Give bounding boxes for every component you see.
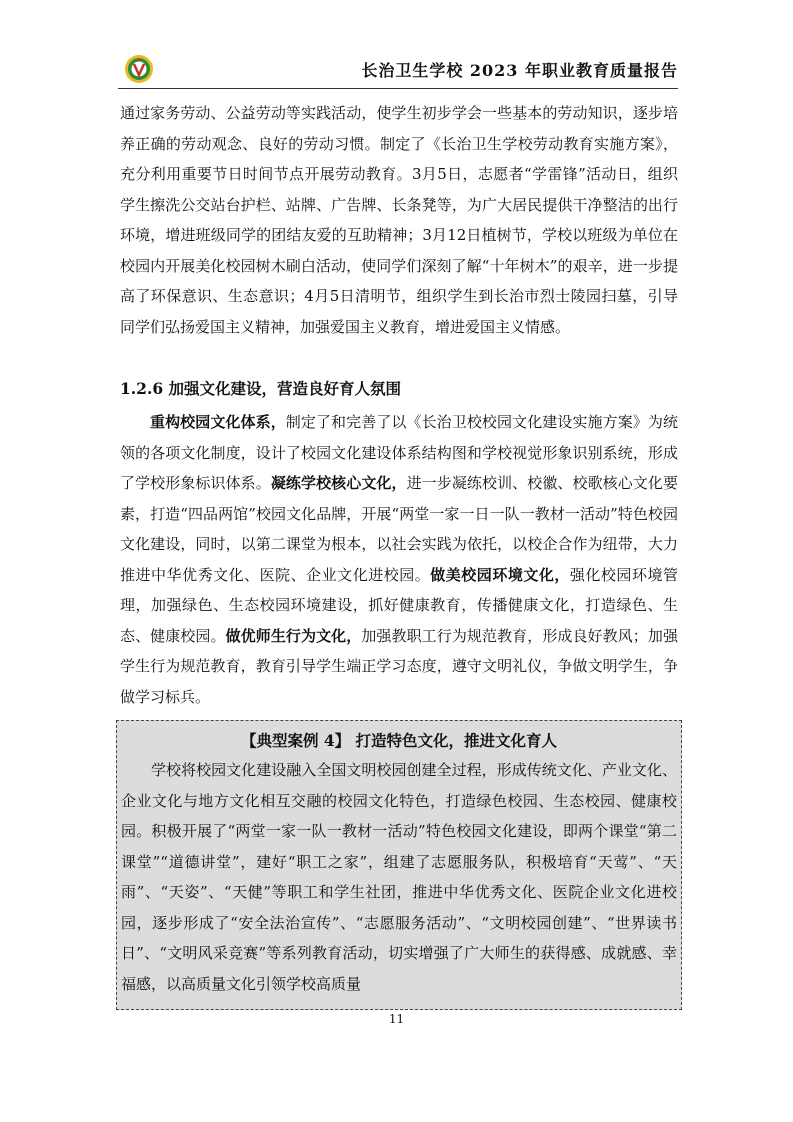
bold-phrase: 做美校园环境文化， <box>430 565 570 584</box>
body-paragraph-culture <box>120 407 678 712</box>
case-text: 学校将校园文化建设融入全国文明校园创建全过程，形成传统文化、产业文化、企业文化与地方文化相互交融的校园文化特色，打造绿色校园、生态校园、健康校园。积极开展了“两堂一家一队一教材一活动”特色校园文化建设，即两个课堂“第二课堂”“道德讲堂”，建好“职工之家”，组建了志愿服务队，积极培育“天莺”、“天雨”、“天姿”、“天健”等职工和学生社团，推进中华优秀文化、医院企业文化进校园，逐步形成了“安全法治宣传”、“志愿服务活动”、“文明校园创建”、“世界读书日”、“文明风采竞赛”等系列教育活动，切实增强了广大师生的获得感、成就感、幸福感，以高质量文化引领学校高质量 <box>121 761 677 993</box>
text-run: 加强教职工行为规范教育，形成良好教风；加强学生行为规范教育，教育引导学生端正学习态度，遵守文明礼仪，争做文明学生，争做学习标兵。 <box>120 626 678 706</box>
school-emblem-icon <box>124 54 154 84</box>
bold-phrase: 重构校园文化体系， <box>150 413 286 431</box>
case-title: 【典型案例 4】 打造特色文化，推进文化育人 <box>240 731 558 750</box>
report-title: 长治卫生学校 2023 年职业教育质量报告 <box>361 61 678 80</box>
text-run: 强化校园环境管理，加强绿色、生态校园环境建设，抓好健康教育，传播健康文化，打造绿色、生态、健康校园。 <box>120 565 678 645</box>
text-run: 进一步凝练校训、校徽、校歌核心文化要素，打造“四品两馆”校园文化品牌，开展“两堂一家一日一队一教材一活动”特色校园文化建设，同时，以第二课堂为根本，以社会实践为依托，以校企合作为纽带，大力推进中华优秀文化、医院、企业文化进校园。 <box>120 474 678 584</box>
section-heading: 1.2.6 加强文化建设，营造良好育人氛围 <box>120 379 402 398</box>
bold-phrase: 做优师生行为文化， <box>225 626 362 645</box>
text-run: 制定了和完善了以《长治卫校校园文化建设实施方案》为统领的各项文化制度，设计了校园文化建设体系结构图和学校视觉形象识别系统，形成了学校形象标识体系。 <box>120 413 678 492</box>
bold-phrase: 凝练学校核心文化， <box>270 474 407 492</box>
typical-case-box <box>116 720 682 1010</box>
page-number: 11 <box>388 1012 405 1026</box>
body-paragraph-labor: 通过家务劳动、公益劳动等实践活动，使学生初步学会一些基本的劳动知识，逐步培养正确的劳动观念、良好的劳动习惯。制定了《长治卫生学校劳动教育实施方案》，充分利用重要节日时间节点开展劳动教育。3月5日，志愿者“学雷锋”活动日，组织学生擦洗公交站台护栏、站牌、广告牌、长条凳等，为广大居民提供干净整洁的出行环境，增进班级同学的团结友爱的互助精神；3月12日植树节，学校以班级为单位在校园内开展美化校园树木刷白活动，使同学们深刻了解“十年树木”的艰辛，进一步提高了环保意识、生态意识；4月5日清明节，组织学生到长治市烈士陵园扫墓，引导同学们弘扬爱国主义精神，加强爱国主义教育，增进爱国主义情感。 <box>120 104 678 336</box>
page-header <box>118 52 678 89</box>
